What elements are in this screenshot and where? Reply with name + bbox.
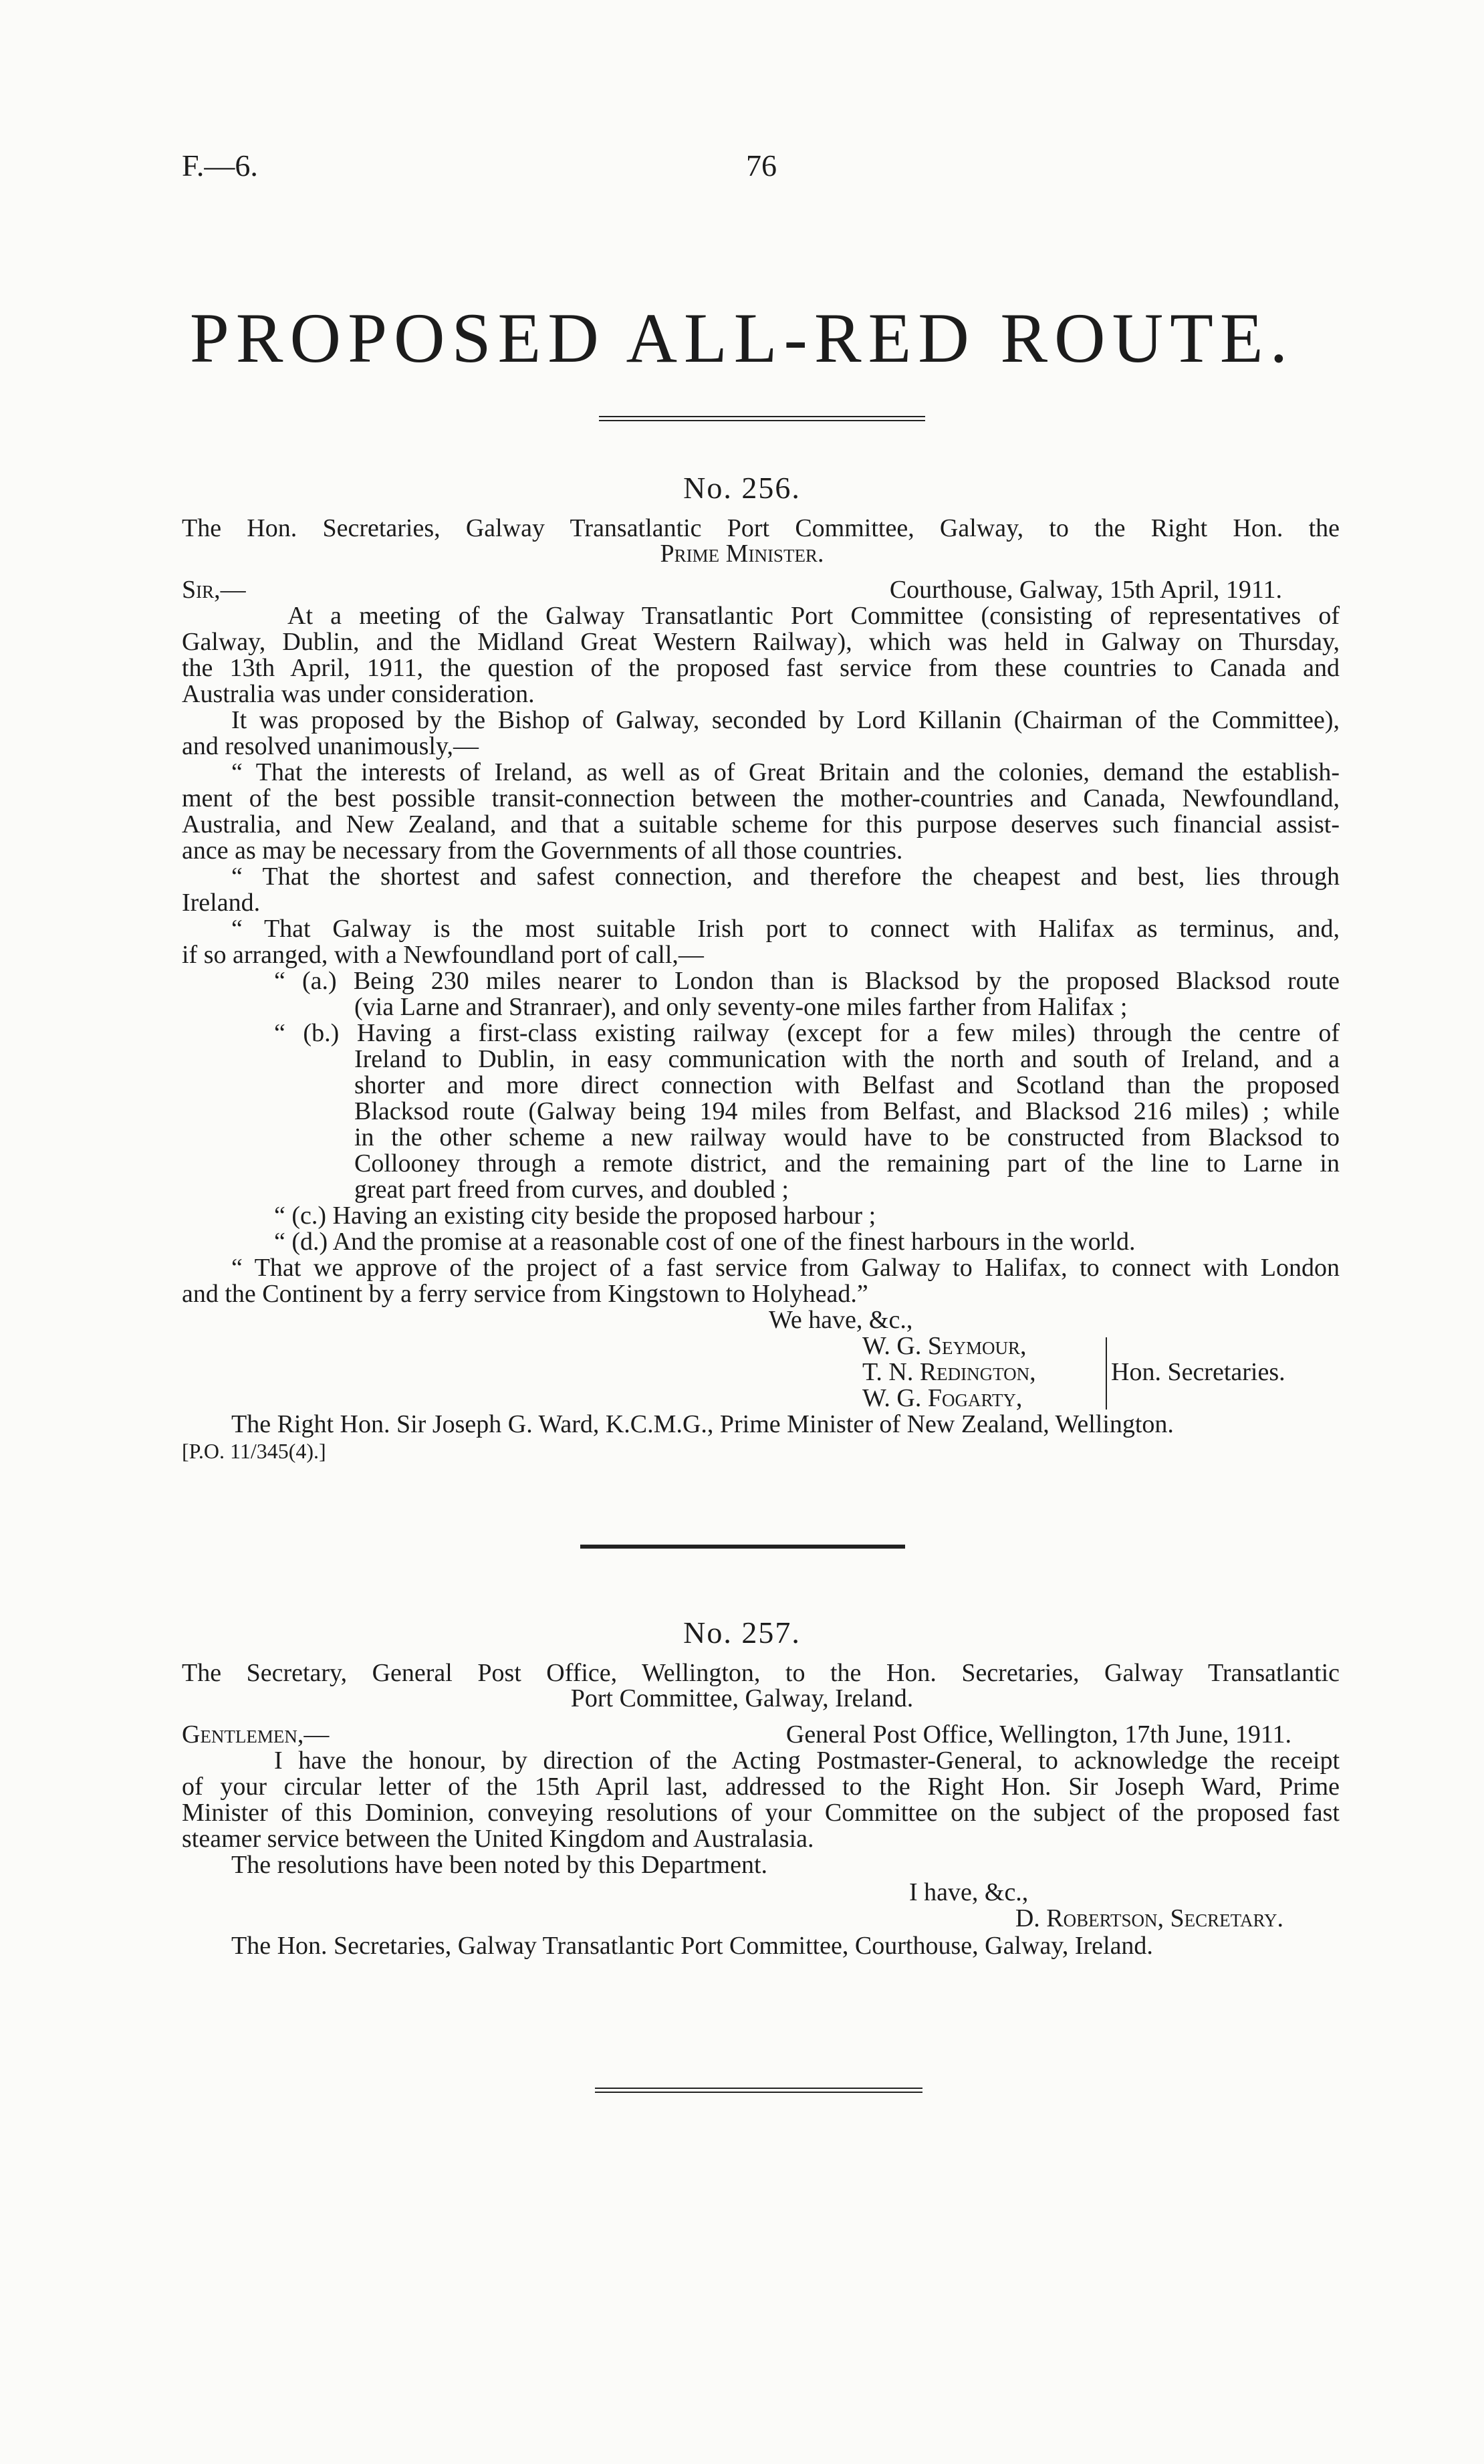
body-line: ment of the best possible transit-connection between the mother-countries and Canada, Newfoundland, [182,784,1340,812]
body-line: Blacksod route (Galway being 194 miles from Belfast, and Blacksod 216 miles) ; while [354,1097,1340,1125]
place-date: General Post Office, Wellington, 17th June, 1911. [785,1720,1291,1749]
body-line: “ (d.) And the promise at a reasonable cost of one of the finest harbours in the world. [274,1228,1136,1256]
signatory-title: Hon. Secretaries. [1111,1358,1285,1386]
letter-heading-2: Port Committee, Galway, Ireland. [570,1684,914,1712]
body-line: shorter and more direct connection with Belfast and Scotland than the proposed [354,1071,1340,1099]
body-line: “ (c.) Having an existing city beside the proposed harbour ; [274,1202,876,1230]
place-date: Courthouse, Galway, 15th April, 1911. [889,576,1282,604]
letter-number: No. 257. [683,1615,801,1650]
body-line: “ That Galway is the most suitable Irish port to connect with Halifax as terminus, and, [231,915,1340,943]
salutation: Gentlemen,— [182,1720,330,1749]
title-divider [599,416,925,417]
body-line: (via Larne and Stranraer), and only seventy-one miles farther from Halifax ; [354,993,1128,1021]
body-line: Minister of this Dominion, conveying resolutions of your Committee on the subject of the proposed fast [182,1799,1340,1827]
addressee: The Hon. Secretaries, Galway Transatlantic Port Committee, Courthouse, Galway, Ireland. [231,1932,1153,1960]
body-line: and resolved unanimously,— [182,732,479,760]
closing: I have, &c., [909,1878,1029,1906]
body-line: Ireland. [182,889,261,917]
signatory: D. Robertson, Secretary. [1015,1904,1283,1932]
signatory: W. G. Fogarty, [862,1384,1023,1412]
closing: We have, &c., [769,1306,913,1334]
page-title: PROPOSED ALL-RED ROUTE. [189,299,1295,377]
body-line: great part freed from curves, and doubled ; [354,1175,789,1204]
letter-number: No. 256. [683,471,801,505]
body-line: “ That the interests of Ireland, as well as of Great Britain and the colonies, demand the establish- [231,758,1340,786]
body-line: the 13th April, 1911, the question of the proposed fast service from these countries to Canada and [182,654,1340,682]
body-line: and the Continent by a ferry service from Kingstown to Holyhead.” [182,1280,868,1308]
body-line: if so arranged, with a Newfoundland port of call,— [182,941,704,969]
letter-heading-2: Prime Minister. [660,540,824,568]
body-line: Ireland to Dublin, in easy communication with the north and south of Ireland, and a [354,1045,1340,1073]
title-divider-2 [599,420,925,421]
file-reference: [P.O. 11/345(4).] [182,1439,326,1463]
body-line: Collooney through a remote district, and the remaining part of the line to Larne in [354,1149,1340,1178]
body-line: in the other scheme a new railway would have to be constructed from Blacksod to [354,1123,1340,1151]
signatory: W. G. Seymour, [862,1332,1027,1360]
body-line: The resolutions have been noted by this Department. [231,1851,768,1879]
body-line: “ That we approve of the project of a fast service from Galway to Halifax, to connect with London [231,1254,1340,1282]
addressee: The Right Hon. Sir Joseph G. Ward, K.C.M.G., Prime Minister of New Zealand, Wellington. [231,1410,1174,1438]
body-line: “ That the shortest and safest connection, and therefore the cheapest and best, lies through [231,863,1340,891]
body-line: Australia, and New Zealand, and that a suitable scheme for this purpose deserves such financial assist- [182,810,1340,838]
body-line: Australia was under consideration. [182,680,535,708]
body-line: of your circular letter of the 15th April last, addressed to the Right Hon. Sir Joseph Ward, Prime [182,1773,1340,1801]
body-line: I have the honour, by direction of the Acting Postmaster-General, to acknowledge the receipt [274,1747,1340,1775]
section-divider [580,1545,905,1549]
end-divider [595,2088,922,2089]
end-divider-2 [595,2092,922,2093]
signatory: T. N. Redington, [862,1358,1036,1386]
salutation: Sir,— [182,576,246,604]
body-line: steamer service between the United Kingdom and Australasia. [182,1825,814,1853]
letter-heading: The Secretary, General Post Office, Wellington, to the Hon. Secretaries, Galway Transatlantic [182,1659,1340,1687]
body-line: “ (b.) Having a first-class existing railway (except for a few miles) through the centre of [274,1019,1340,1047]
page-reference: F.—6. [182,148,258,183]
body-line: It was proposed by the Bishop of Galway, seconded by Lord Killanin (Chairman of the Committee), [231,706,1340,734]
letter-heading: The Hon. Secretaries, Galway Transatlantic Port Committee, Galway, to the Right Hon. the [182,514,1340,542]
page-number: 76 [746,148,777,183]
brace-mark [1096,1337,1107,1410]
body-line: “ (a.) Being 230 miles nearer to London than is Blacksod by the proposed Blacksod route [274,967,1340,995]
body-line: Galway, Dublin, and the Midland Great Western Railway), which was held in Galway on Thursday, [182,628,1340,656]
body-line: At a meeting of the Galway Transatlantic Port Committee (consisting of representatives of [287,602,1340,630]
body-line: ance as may be necessary from the Governments of all those countries. [182,836,903,865]
